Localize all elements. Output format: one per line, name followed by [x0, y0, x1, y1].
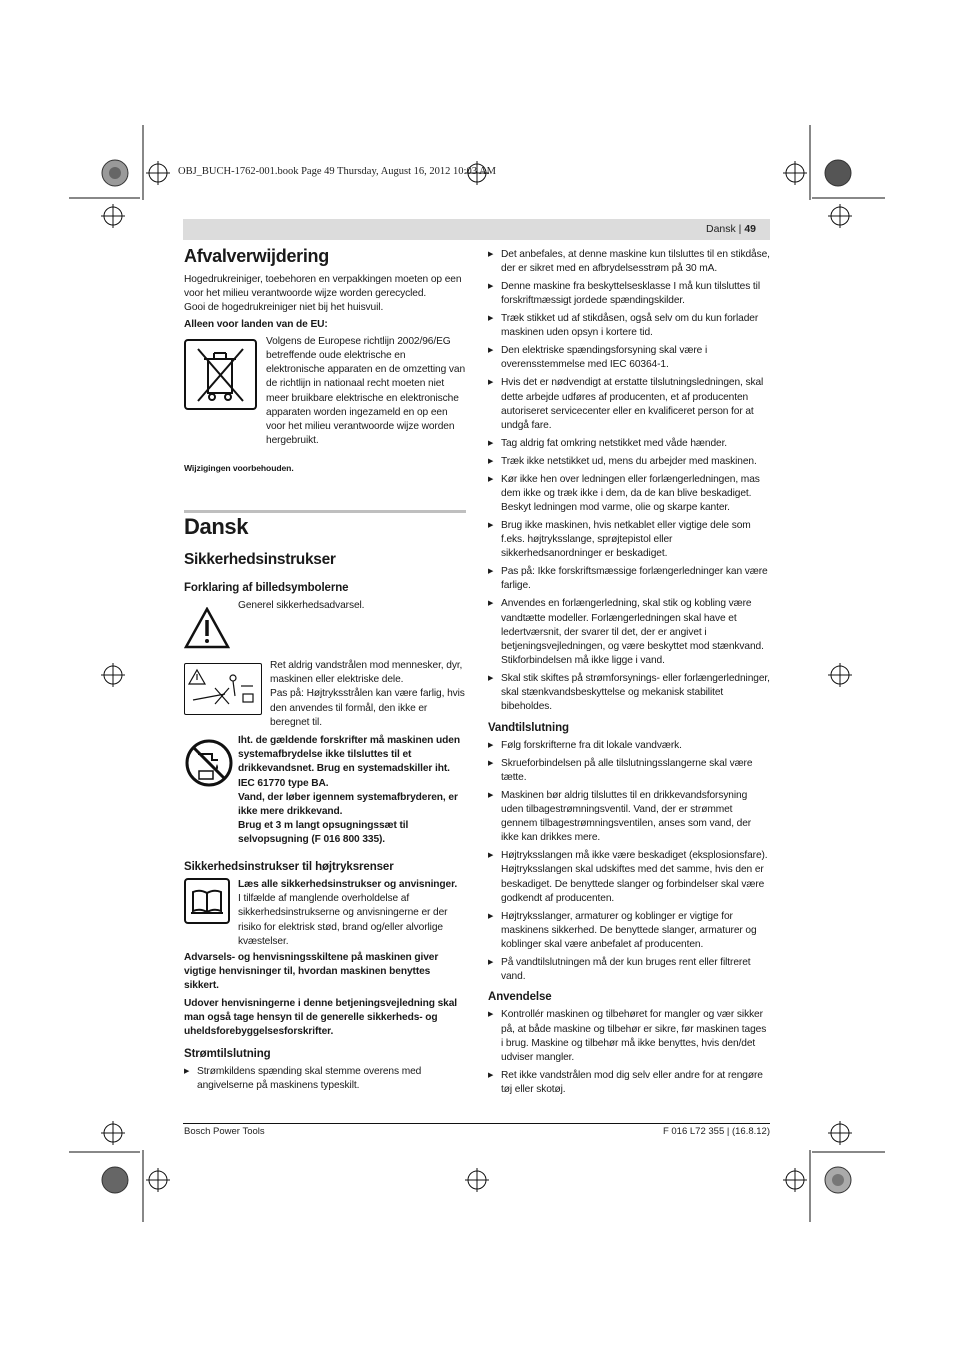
list-item: ▶ Det anbefales, at denne maskine kun tilsluttes til en stikdåse, der er sikret med en afbrydelsesstrøm på 30 mA. [488, 248, 770, 276]
list-item: ▶ Højtryksslangen må ikke være beskadiget (eksplosionsfare). Højtryksslangen skal udskiftes med det samme, hvis den er beskadiget. De benyttede slanger og forbindelser skal være godkendt af producenten. [488, 849, 770, 906]
file-info: OBJ_BUCH-1762-001.book Page 49 Thursday, August 16, 2012 10:03 AM [178, 166, 496, 177]
water-jet-warning-icon [184, 663, 262, 715]
divider [184, 510, 466, 513]
list-item: ▶ Kør ikke hen over ledningen eller forlængerledningen, mas dem ikke og træk ikke i dem, da de kan blive beskadiget. Beskyt ledningen mod varme, olie og skarpe kanter. [488, 473, 770, 516]
subheading: Sikkerhedsinstrukser til højtryksrenser [184, 861, 394, 874]
list-item: ▶ Anvendes en forlængerledning, skal stik og kobling være vandtætte modeller. Forlængerledningen skal have et ledertværsnit, der svarer til det, der er angivet i betjeningsvejledningen, og være beskyttet mod stænkvand. Stikforbindelsen må ikke ligge i vand. [488, 597, 770, 668]
list-item: ▶ Pas på: Ikke forskriftsmæssige forlængerledninger kan være farlige. [488, 565, 770, 593]
symbol-text-block [270, 659, 466, 730]
subheading: Vandtilslutning [488, 721, 569, 734]
symbol-text: Ret aldrig vandstrålen mod mennesker, dyr, maskinen eller elektriske dele. [270, 660, 463, 686]
symbol-row [184, 734, 466, 852]
manual-text-block [238, 878, 466, 949]
paragraph: Hogedrukreiniger, toebehoren en verpakkingen moeten op een voor het milieu verantwoorde wijze worden gerecycled. [184, 274, 462, 300]
manual-bold-text: Læs alle sikkerhedsinstrukser og anvisninger. [238, 879, 458, 891]
symbol-text-block [238, 734, 466, 848]
weee-bin-icon [184, 339, 257, 410]
power-list [488, 248, 770, 715]
language-title: Dansk [184, 514, 249, 540]
page-header [183, 219, 770, 240]
subheading: Strømtilslutning [184, 1048, 271, 1061]
list-item: ▶ Træk stikket ud af stikdåsen, også selv om du kun forlader maskinen uden opsyn i kortere tid. [488, 312, 770, 340]
symbol-text: Brug et 3 m langt opsugningssæt til selvopsugning (F 016 800 335). [238, 820, 409, 846]
symbol-text: Generel sikkerhedsadvarsel. [238, 600, 365, 612]
list-item: ▶ Maskinen bør aldrig tilsluttes til en drikkevandsforsyning uden tilbagestrømningsventil. Vand, der er strømmet gennem tilbagestrømningsventilen, anses som vand, der ikke kan drikkes mere. [488, 789, 770, 846]
footer-rule [183, 1123, 770, 1124]
header-label: Dansk | 49 [705, 223, 756, 235]
section-title-afval: Afvalverwijdering [184, 246, 329, 266]
list-item: ▶ Skrueforbindelsen på alle tilslutningsslangerne skal være tætte. [488, 757, 770, 785]
manual-row [184, 878, 466, 950]
right-column [488, 248, 770, 1101]
manual-text: I tilfælde af manglende overholdelse af sikkerhedsinstrukserne og anvisningerne er der risiko for elektrisk stød, brand og/eller alvorlige kvæstelser. [238, 893, 448, 947]
page-number: 49 [744, 223, 756, 235]
list-item: ▶ Strømkildens spænding skal stemme overens med angivelserne på maskinens typeskilt. [184, 1065, 466, 1093]
safety-title: Sikkerhedsinstrukser [184, 551, 336, 569]
subheading: Forklaring af billedsymbolerne [184, 582, 349, 595]
symbol-text: Vand, der løber igennem systemafbryderen, er ikke mere drikkevand. [238, 791, 458, 818]
weee-block [184, 337, 466, 457]
list-item: ▶ Træk ikke netstikket ud, mens du arbejder med maskinen. [488, 455, 770, 469]
list-item: ▶ Skal stik skiftes på strømforsynings- eller forlængerledninger, skal stænkvandsbeskyttelse og mekanisk stabilitet bibeholdes. [488, 672, 770, 715]
change-note: Wijzigingen voorbehouden. [184, 462, 294, 473]
paragraph: Alleen voor landen van de EU: [184, 318, 328, 330]
read-manual-icon [184, 878, 230, 924]
usage-list [488, 1008, 770, 1097]
symbol-text: Iht. de gældende forskrifter må maskinen uden systemafbrydelse ikke tilsluttes til et drikkevandsnet. Brug en systemadskiller iht. IEC 61770 type BA. [238, 735, 460, 789]
list-item: ▶ På vandtilslutningen må der kun bruges rent eller filtreret vand. [488, 956, 770, 984]
list-item: ▶ Tag aldrig fat omkring netstikket med våde hænder. [488, 437, 770, 451]
no-drinking-water-icon [184, 738, 234, 788]
list-item: ▶ Ret ikke vandstrålen mod dig selv eller andre for at rengøre tøj eller skotøj. [488, 1069, 770, 1097]
list-item: ▶ Hvis det er nødvendigt at erstatte tilslutningsledningen, skal dette arbejde udføres af producenten, et af producenten autoriseret servicecenter eller en kvalificeret person for at undgå fare. [488, 376, 770, 433]
left-column [184, 245, 466, 1097]
paragraph: Advarsels- og henvisningsskiltene på maskinen giver vigtige henvisninger til, hvordan maskinen benyttes sikkert. [184, 952, 439, 992]
list-item: ▶ Kontrollér maskinen og tilbehøret for mangler og vær sikker på, at både maskine og tilbehør er sikre, før maskinen tages i brug. Maskine og tilbehør må ikke benyttes, hvis den/det udviser mangler. [488, 1008, 770, 1065]
list-item: ▶ Denne maskine fra beskyttelsesklasse I må kun tilsluttes til forskriftmæssigt jordede spændingskilder. [488, 280, 770, 308]
paragraph: Gooi de hogedrukreiniger niet bij het huisvuil. [184, 302, 384, 314]
symbol-row [184, 659, 466, 732]
paragraph: Udover henvisningerne i denne betjeningsvejledning skal man også tage hensyn til de generelle sikkerheds- og uheldsforebyggelsesforskrifter. [184, 997, 458, 1038]
header-section: Dansk [705, 223, 736, 235]
subheading: Anvendelse [488, 991, 552, 1004]
list-item: ▶ Den elektriske spændingsforsyning skal være i overensstemmelse med IEC 60364-1. [488, 344, 770, 372]
symbol-text: Pas på: Højtryksstrålen kan være farlig, hvis den anvendes til formål, den ikke er beregnet til. [270, 688, 465, 728]
footer-left: Bosch Power Tools [184, 1126, 265, 1137]
water-list [488, 739, 770, 985]
list-item: ▶ Følg forskrifterne fra dit lokale vandværk. [488, 739, 770, 753]
symbol-row [184, 599, 466, 653]
footer-right: F 016 L72 355 | (16.8.12) [662, 1126, 770, 1137]
warning-triangle-icon [184, 607, 230, 649]
weee-text: Volgens de Europese richtlijn 2002/96/EG betreffende oude elektrische en elektronische apparaten en de omzetting van de richtlijn in nationaal recht moeten niet meer bruikbare elektrische en elektronische apparaten worden ingezameld en op een voor het milieu verantwoorde wijze worden hergebruikt. [266, 335, 466, 447]
list-item: ▶ Højtryksslanger, armaturer og koblinger er vigtige for maskinens sikkerhed. De benyttede slanger, armaturer og koblinger skal være anbefalet af producenten. [488, 910, 770, 953]
list-item: ▶ Brug ikke maskinen, hvis netkablet eller vigtige dele som f.eks. højtryksslange, sprøjtepistol eller sikkerhedsanordninger er beskadiget. [488, 519, 770, 562]
